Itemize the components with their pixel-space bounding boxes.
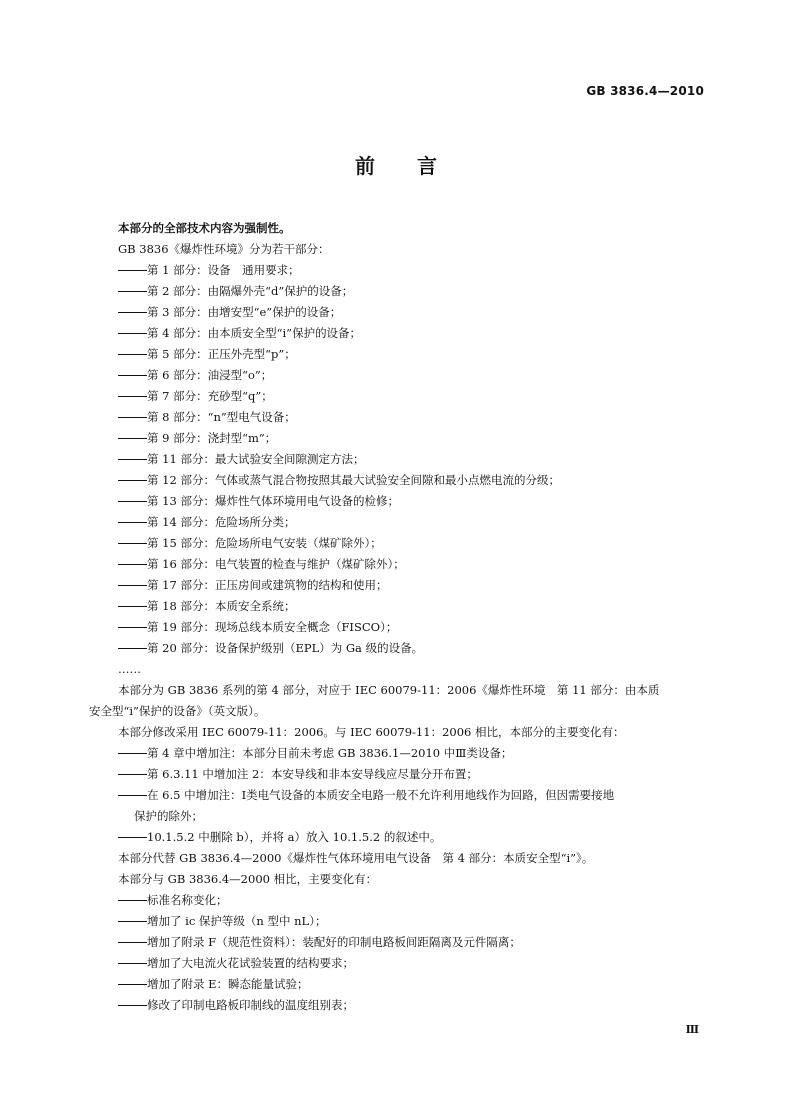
line-text: 第 15 部分：危险场所电气安装（煤矿除外）； (147, 536, 382, 550)
em-dash-bullet (118, 627, 147, 628)
foreword-body (89, 218, 714, 1016)
em-dash-bullet (118, 795, 147, 796)
document-code: GB 3836.4—2010 (586, 84, 704, 98)
list-item (89, 554, 714, 575)
em-dash-bullet (118, 333, 147, 334)
em-dash-bullet (118, 291, 147, 292)
line-text: 第 7 部分：充砂型“q”； (147, 389, 273, 403)
line-text: 第 16 部分：电气装置的检查与维护（煤矿除外）； (147, 557, 405, 571)
line-text: 第 6.3.11 中增加注 2：本安导线和非本安导线应尽量分开布置； (147, 767, 478, 781)
page-title: 前言 (355, 154, 479, 178)
list-item (89, 974, 714, 995)
line-text: 安全型“i”保护的设备》（英文版）。 (89, 704, 266, 718)
list-item (89, 512, 714, 533)
list-item (89, 323, 714, 344)
line-text: 增加了 ic 保护等级（n 型中 nL）； (147, 914, 327, 928)
list-item (89, 596, 714, 617)
line-text: 第 3 部分：由增安型“e”保护的设备； (147, 305, 342, 319)
em-dash-bullet (118, 564, 147, 565)
page-number: Ⅲ (685, 1023, 699, 1036)
line-text: 修改了印制电路板印制线的温度组别表； (147, 998, 354, 1012)
em-dash-bullet (118, 354, 147, 355)
line-text: 本部分修改采用 IEC 60079-11：2006。与 IEC 60079-11：2006 相比，本部分的主要变化有： (118, 725, 625, 739)
paragraph-line (89, 680, 714, 701)
em-dash-bullet (118, 900, 147, 901)
list-item (89, 827, 714, 848)
line-text: 第 5 部分：正压外壳型“p”； (147, 347, 296, 361)
line-text: 10.1.5.2 中删除 b），并将 a）放入 10.1.5.2 的叙述中。 (147, 830, 442, 844)
list-item (89, 890, 714, 911)
list-item (89, 386, 714, 407)
list-item (89, 785, 714, 806)
em-dash-bullet (118, 501, 147, 502)
em-dash-bullet (118, 1005, 147, 1006)
line-text: 增加了大电流火花试验装置的结构要求； (147, 956, 354, 970)
em-dash-bullet (118, 459, 147, 460)
paragraph-line (89, 239, 714, 260)
list-item (89, 302, 714, 323)
line-text: GB 3836《爆炸性环境》分为若干部分： (118, 242, 330, 256)
line-text: 第 14 部分：危险场所分类； (147, 515, 296, 529)
list-item (89, 932, 714, 953)
line-text: 第 1 部分：设备 通用要求； (147, 263, 300, 277)
line-text: 第 2 部分：由隔爆外壳“d”保护的设备； (147, 284, 354, 298)
em-dash-bullet (118, 585, 147, 586)
line-text: 第 4 章中增加注：本部分目前未考虑 GB 3836.1—2010 中Ⅲ类设备； (147, 746, 513, 760)
line-text: 第 8 部分：“n”型电气设备； (147, 410, 296, 424)
line-text: 第 18 部分：本质安全系统； (147, 599, 296, 613)
paragraph-line (89, 848, 714, 869)
list-item (89, 449, 714, 470)
list-item (89, 428, 714, 449)
paragraph-line (89, 218, 714, 239)
paragraph-line (89, 806, 714, 827)
em-dash-bullet (118, 753, 147, 754)
list-item (89, 365, 714, 386)
line-text: 增加了附录 F（规范性资料）：装配好的印制电路板间距隔离及元件隔离； (147, 935, 521, 949)
line-text: …… (118, 662, 141, 676)
line-text: 第 13 部分：爆炸性气体环境用电气设备的检修； (147, 494, 399, 508)
paragraph-line (89, 659, 714, 680)
line-text: 本部分为 GB 3836 系列的第 4 部分，对应于 IEC 60079-11：2006《爆炸性环境 第 11 部分：由本质 (118, 683, 660, 697)
paragraph-line (89, 869, 714, 890)
line-text: 保护的除外； (134, 809, 203, 823)
list-item (89, 407, 714, 428)
list-item (89, 575, 714, 596)
list-item (89, 533, 714, 554)
em-dash-bullet (118, 375, 147, 376)
list-item (89, 281, 714, 302)
list-item (89, 344, 714, 365)
em-dash-bullet (118, 396, 147, 397)
line-text: 本部分的全部技术内容为强制性。 (118, 221, 291, 235)
em-dash-bullet (118, 522, 147, 523)
line-text: 第 17 部分：正压房间或建筑物的结构和使用； (147, 578, 388, 592)
list-item (89, 764, 714, 785)
em-dash-bullet (118, 984, 147, 985)
paragraph-line (89, 722, 714, 743)
list-item (89, 953, 714, 974)
line-text: 第 9 部分：浇封型“m”； (147, 431, 277, 445)
list-item (89, 995, 714, 1016)
line-text: 增加了附录 E：瞬态能量试验； (147, 977, 309, 991)
line-text: 第 4 部分：由本质安全型“i”保护的设备； (147, 326, 362, 340)
em-dash-bullet (118, 543, 147, 544)
em-dash-bullet (118, 837, 147, 838)
paragraph-line (89, 701, 714, 722)
em-dash-bullet (118, 438, 147, 439)
em-dash-bullet (118, 921, 147, 922)
line-text: 第 19 部分：现场总线本质安全概念（FISCO）； (147, 620, 398, 634)
em-dash-bullet (118, 480, 147, 481)
em-dash-bullet (118, 417, 147, 418)
em-dash-bullet (118, 648, 147, 649)
line-text: 本部分代替 GB 3836.4—2000《爆炸性气体环境用电气设备 第 4 部分：本质安全型“i”》。 (118, 851, 594, 865)
list-item (89, 491, 714, 512)
em-dash-bullet (118, 963, 147, 964)
list-item (89, 911, 714, 932)
line-text: 第 12 部分：气体或蒸气混合物按照其最大试验安全间隙和最小点燃电流的分级； (147, 473, 560, 487)
line-text: 第 11 部分：最大试验安全间隙测定方法； (147, 452, 365, 466)
list-item (89, 743, 714, 764)
line-text: 第 20 部分：设备保护级别（EPL）为 Ga 级的设备。 (147, 641, 424, 655)
list-item (89, 617, 714, 638)
em-dash-bullet (118, 942, 147, 943)
line-text: 标准名称变化； (147, 893, 228, 907)
line-text: 第 6 部分：油浸型“o”； (147, 368, 273, 382)
list-item (89, 260, 714, 281)
em-dash-bullet (118, 774, 147, 775)
line-text: 在 6.5 中增加注：Ⅰ类电气设备的本质安全电路一般不允许利用地线作为回路，但因需要接地 (147, 788, 615, 802)
list-item (89, 470, 714, 491)
em-dash-bullet (118, 606, 147, 607)
line-text: 本部分与 GB 3836.4—2000 相比，主要变化有： (118, 872, 378, 886)
em-dash-bullet (118, 270, 147, 271)
list-item (89, 638, 714, 659)
em-dash-bullet (118, 312, 147, 313)
